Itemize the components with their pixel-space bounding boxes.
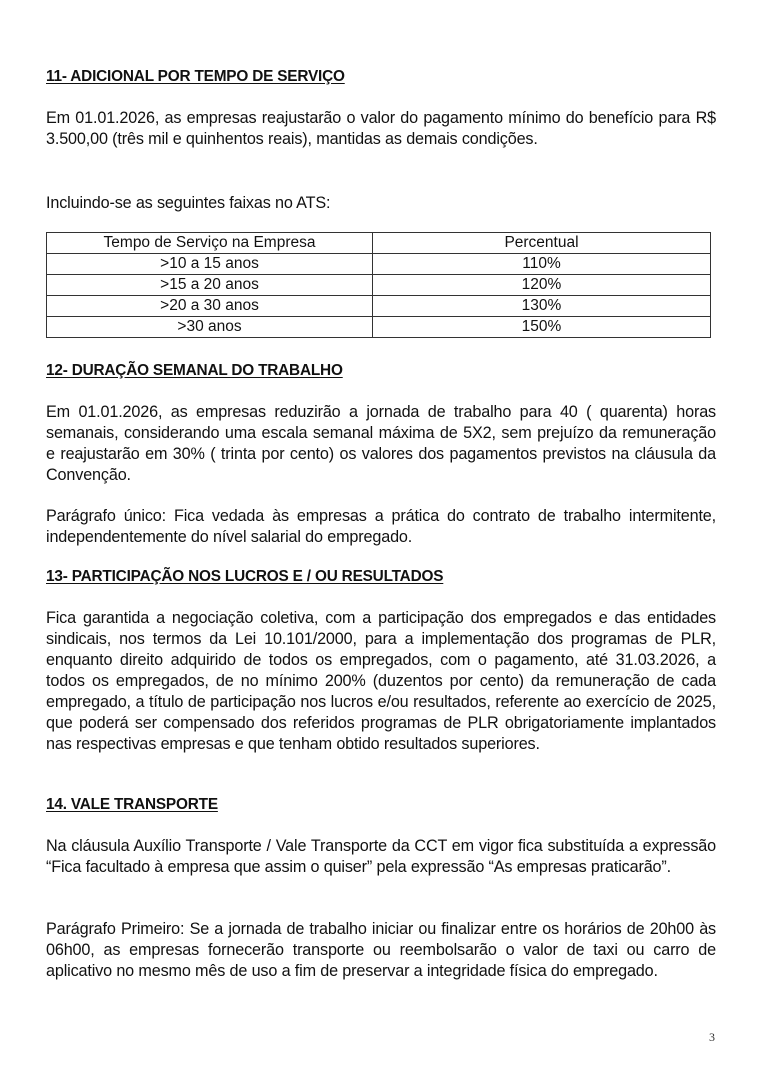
section-11-paragraph-2: Incluindo-se as seguintes faixas no ATS: [46,194,331,212]
table-header-row [47,233,711,254]
table-row [47,296,711,317]
section-12-paragraph-2: Parágrafo único: Fica vedada às empresas a prática do contrato de trabalho intermitente, independentemente do nível salarial do empregado. [46,507,716,546]
table-cell-percentual: 150% [373,317,711,338]
section-12-heading: 12- DURAÇÃO SEMANAL DO TRABALHO [46,362,343,379]
table-cell-tempo: >15 a 20 anos [47,275,373,296]
section-13-heading: 13- PARTICIPAÇÃO NOS LUCROS E / OU RESULTADOS [46,568,444,585]
ats-table [46,232,711,338]
section-13-paragraph-1: Fica garantida a negociação coletiva, com a participação dos empregados e das entidades sindicais, nos termos da Lei 10.101/2000, para a implementação dos programas de PLR, enquanto direito adquirido de todos os empregados, com o pagamento, até 31.03.2026, a todos os empregados, de no mínimo 200% (duzentos por cento) da remuneração de cada empregado, a título de participação nos lucros e/ou resultados, referente ao exercício de 2025, que poderá ser compensado dos referidos programas de PLR obrigatoriamente implantados nas respectivas empresas e que tenham obtido resultados superiores. [46,609,716,753]
section-14-paragraph-1: Na cláusula Auxílio Transporte / Vale Transporte da CCT em vigor fica substituída a expressão “Fica facultado à empresa que assim o quiser” pela expressão “As empresas praticarão”. [46,837,716,876]
table-cell-percentual: 110% [373,254,711,275]
table-row [47,254,711,275]
table-cell-tempo: >20 a 30 anos [47,296,373,317]
table-cell-percentual: 120% [373,275,711,296]
table-cell-percentual: 130% [373,296,711,317]
section-11-heading: 11- ADICIONAL POR TEMPO DE SERVIÇO [46,68,345,85]
section-14-heading: 14. VALE TRANSPORTE [46,796,218,813]
table-cell-tempo: >10 a 15 anos [47,254,373,275]
table-header-percentual: Percentual [373,233,711,254]
table-cell-tempo: >30 anos [47,317,373,338]
page-number: 3 [709,1030,715,1044]
section-14-paragraph-2: Parágrafo Primeiro: Se a jornada de trabalho iniciar ou finalizar entre os horários de 20h00 às 06h00, as empresas fornecerão transporte ou reembolsarão o valor de taxi ou carro de aplicativo no mesmo mês de uso a fim de preservar a integridade física do empregado. [46,920,716,980]
section-12-paragraph-1: Em 01.01.2026, as empresas reduzirão a jornada de trabalho para 40 ( quarenta) horas semanais, considerando uma escala semanal máxima de 5X2, sem prejuízo da remuneração e reajustarão em 30% ( trinta por cento) os valores dos pagamentos previstos na cláusula da Convenção. [46,403,716,484]
table-header-tempo: Tempo de Serviço na Empresa [47,233,373,254]
section-11-paragraph-1: Em 01.01.2026, as empresas reajustarão o valor do pagamento mínimo do benefício para R$ 3.500,00 (três mil e quinhentos reais), mantidas as demais condições. [46,109,716,148]
table-row [47,275,711,296]
table-row [47,317,711,338]
